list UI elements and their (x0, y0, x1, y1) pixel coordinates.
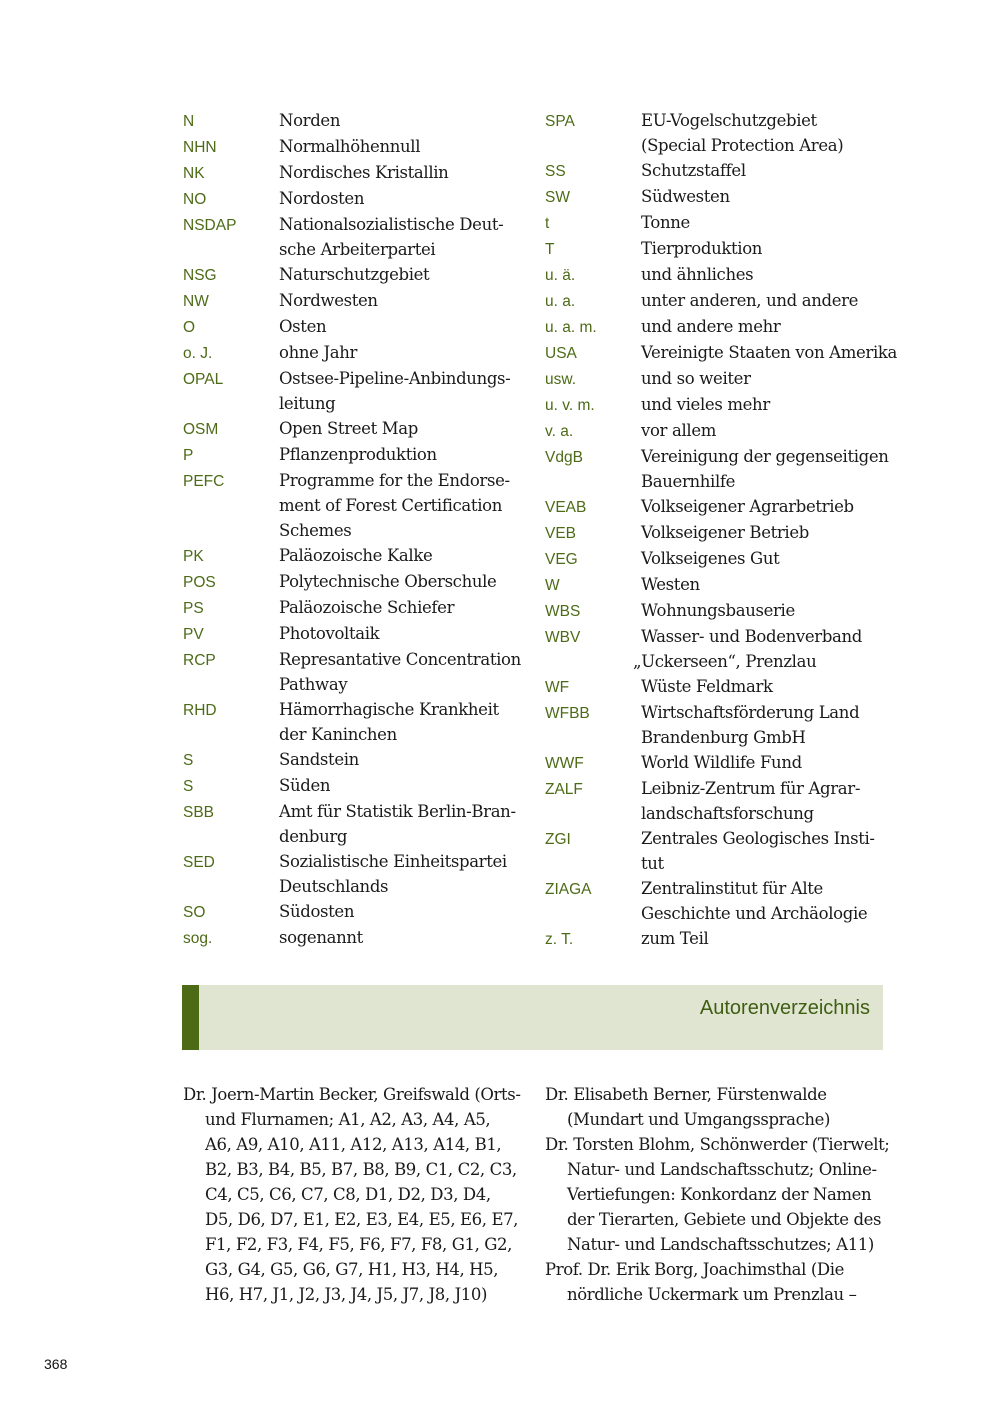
definition-line: Nordwesten (279, 291, 378, 310)
definition-line: Naturschutzgebiet (279, 265, 430, 284)
abbreviation-term: ZIAGA (545, 881, 592, 898)
definition-line: Amt für Statistik Berlin-Bran- (279, 802, 516, 821)
definition-line: der Kaninchen (279, 725, 397, 744)
definition-line: Sozialistische Einheitspartei (279, 852, 507, 871)
abbreviation-entry (545, 184, 890, 210)
abbreviation-entry (545, 108, 890, 158)
abbreviation-term: OSM (183, 421, 219, 438)
definition-line: Volkseigenes Gut (641, 549, 780, 568)
definition-line: Vereinigte Staaten von Amerika (641, 343, 898, 362)
abbreviation-term: u. a. m. (545, 319, 597, 336)
abbreviation-term: VdgB (545, 449, 583, 466)
abbreviation-entry (545, 366, 890, 392)
abbreviation-list-left (183, 108, 538, 951)
abbreviation-term: SO (183, 904, 206, 921)
author-line: D5, D6, D7, E1, E2, E3, E4, E5, E6, E7, (205, 1210, 519, 1229)
section-title: Autorenverzeichnis (699, 997, 870, 1019)
abbreviation-definition (279, 647, 521, 697)
author-list-left (183, 1082, 538, 1307)
abbreviation-entry (545, 826, 890, 876)
abbreviation-entry (183, 747, 538, 773)
abbreviation-definition (641, 158, 746, 184)
definition-line: Norden (279, 111, 341, 130)
abbreviation-term: u. a. (545, 293, 576, 310)
abbreviation-list-right (545, 108, 898, 952)
definition-line: Tonne (641, 213, 690, 232)
author-line: G3, G4, G5, G6, G7, H1, H3, H4, H5, (205, 1260, 499, 1279)
definition-line: Schutzstaffel (641, 161, 746, 180)
abbreviation-entry (183, 340, 538, 366)
abbreviation-definition (641, 340, 897, 366)
abbreviation-term: S (183, 778, 194, 795)
abbreviation-definition (279, 543, 432, 569)
abbreviation-term: NK (183, 165, 205, 182)
abbreviation-entry (545, 314, 890, 340)
abbreviation-entry (183, 543, 538, 569)
definition-line: Programme for the Endorse- (279, 471, 510, 490)
author-line: und Flurnamen; A1, A2, A3, A4, A5, (205, 1110, 491, 1129)
definition-line: Nationalsozialistische Deut- (279, 215, 504, 234)
definition-line: sche Arbeiterpartei (279, 240, 436, 259)
definition-line: Volkseigener Agrarbetrieb (641, 497, 854, 516)
abbreviation-term: WF (545, 679, 570, 696)
abbreviation-definition (279, 108, 340, 134)
definition-line: leitung (279, 394, 336, 413)
definition-line: sogenannt (279, 928, 363, 947)
abbreviation-definition (641, 546, 779, 572)
abbreviation-definition (279, 288, 378, 314)
author-line: Dr. Elisabeth Berner, Fürstenwalde (545, 1085, 827, 1104)
abbreviation-definition (641, 520, 809, 546)
definition-line: Hämorrhagische Krankheit (279, 700, 499, 719)
definition-line: ohne Jahr (279, 343, 358, 362)
abbreviation-entry (183, 186, 538, 212)
author-line: F1, F2, F3, F4, F5, F6, F7, F8, G1, G2, (205, 1235, 512, 1254)
abbreviation-entry (183, 442, 538, 468)
abbreviation-definition (279, 186, 364, 212)
author-line: Prof. Dr. Erik Borg, Joachimsthal (Die (545, 1260, 844, 1279)
abbreviation-term: ZALF (545, 781, 583, 798)
definition-line: Nordisches Kristallin (279, 163, 449, 182)
abbreviation-definition (279, 925, 363, 951)
abbreviation-term: O (183, 319, 196, 336)
abbreviation-term: PEFC (183, 473, 225, 490)
abbreviation-term: POS (183, 574, 216, 591)
definition-line: Ostsee-Pipeline-Anbindungs- (279, 369, 511, 388)
abbreviation-entry (545, 776, 890, 826)
abbreviation-term: t (545, 215, 550, 232)
abbreviation-term: PK (183, 548, 204, 565)
author-entry (545, 1132, 895, 1257)
abbreviation-term: NO (183, 191, 207, 208)
abbreviation-term: SPA (545, 113, 575, 130)
definition-line: Zentrales Geologisches Insti- (641, 829, 875, 848)
abbreviation-term: PS (183, 600, 204, 617)
definition-line: Pathway (279, 675, 348, 694)
abbreviation-term: VEG (545, 551, 578, 568)
abbreviation-definition (279, 899, 354, 925)
abbreviation-entry (183, 647, 538, 697)
definition-line: EU-Vogelschutzgebiet (641, 111, 817, 130)
abbreviation-term: WBS (545, 603, 581, 620)
definition-line: Schemes (279, 521, 352, 540)
abbreviation-entry (545, 210, 890, 236)
abbreviation-definition (279, 366, 510, 416)
abbreviation-entry (183, 366, 538, 416)
definition-line: Nordosten (279, 189, 365, 208)
abbreviation-term: u. ä. (545, 267, 576, 284)
abbreviation-definition (279, 747, 359, 773)
abbreviation-entry (545, 624, 890, 674)
abbreviation-definition (641, 236, 762, 262)
author-line: Natur- und Landschaftsschutz; Online- (567, 1160, 877, 1179)
abbreviation-definition (279, 262, 429, 288)
definition-line: Pflanzenproduktion (279, 445, 437, 464)
definition-line: landschaftsforschung (641, 804, 814, 823)
definition-line: Südwesten (641, 187, 730, 206)
definition-line: zum Teil (641, 929, 709, 948)
abbreviation-entry (183, 621, 538, 647)
definition-line: Volkseigener Betrieb (641, 523, 809, 542)
definition-line: Osten (279, 317, 327, 336)
abbreviation-term: WFBB (545, 705, 590, 722)
definition-line: Photovoltaik (279, 624, 380, 643)
abbreviation-definition (279, 595, 454, 621)
abbreviation-definition (641, 876, 867, 926)
definition-line: vor allem (641, 421, 717, 440)
abbreviation-term: SS (545, 163, 566, 180)
definition-line: Süden (279, 776, 331, 795)
abbreviation-entry (183, 799, 538, 849)
abbreviation-definition (641, 262, 753, 288)
definition-line: und ähnliches (641, 265, 754, 284)
definition-line: Represantative Concentration (279, 650, 521, 669)
abbreviation-definition (641, 826, 875, 876)
abbreviation-definition (279, 212, 503, 262)
definition-line: Tierproduktion (641, 239, 763, 258)
abbreviation-entry (183, 697, 538, 747)
abbreviation-definition (641, 366, 751, 392)
abbreviation-definition (279, 468, 510, 543)
abbreviation-entry (545, 340, 898, 366)
definition-line: Vereinigung der gegenseitigen (641, 447, 889, 466)
abbreviation-definition (641, 314, 780, 340)
abbreviation-term: NSG (183, 267, 217, 284)
definition-line: Westen (641, 575, 700, 594)
abbreviation-definition (279, 416, 418, 442)
abbreviation-entry (545, 262, 890, 288)
definition-line: Wüste Feldmark (641, 677, 773, 696)
author-line: nördliche Uckermark um Prenzlau – (567, 1285, 857, 1304)
definition-line: (Special Protection Area) (641, 136, 844, 155)
abbreviation-definition (633, 624, 863, 674)
abbreviation-entry (545, 674, 890, 700)
abbreviation-term: PV (183, 626, 204, 643)
abbreviation-entry (545, 236, 890, 262)
definition-line: Geschichte und Archäologie (641, 904, 868, 923)
abbreviation-entry (545, 158, 890, 184)
abbreviation-entry (545, 444, 890, 494)
abbreviation-term: RHD (183, 702, 217, 719)
abbreviation-term: NW (183, 293, 209, 310)
definition-line: Brandenburg GmbH (641, 728, 806, 747)
abbreviation-entry (545, 700, 890, 750)
author-line: der Tierarten, Gebiete und Objekte des (567, 1210, 882, 1229)
abbreviation-entry (183, 416, 538, 442)
definition-line: Wirtschaftsförderung Land (641, 703, 860, 722)
abbreviation-entry (545, 418, 890, 444)
abbreviation-term: VEB (545, 525, 577, 542)
abbreviation-entry (183, 134, 538, 160)
author-line: Vertiefungen: Konkordanz der Namen (567, 1185, 872, 1204)
abbreviation-entry (545, 494, 890, 520)
abbreviation-entry (183, 108, 538, 134)
definition-line: tut (641, 854, 664, 873)
section-accent-bar (182, 985, 199, 1050)
abbreviation-entry (545, 572, 890, 598)
abbreviation-term: OPAL (183, 371, 224, 388)
definition-line: unter anderen, und andere (641, 291, 859, 310)
author-line: Natur- und Landschaftsschutzes; A11) (567, 1235, 874, 1254)
author-line: C4, C5, C6, C7, C8, D1, D2, D3, D4, (205, 1185, 491, 1204)
definition-line: denburg (279, 827, 348, 846)
definition-line: ment of Forest Certification (279, 496, 502, 515)
author-entry (545, 1257, 895, 1307)
abbreviation-definition (279, 134, 420, 160)
definition-line: Sandstein (279, 750, 359, 769)
abbreviation-definition (279, 799, 516, 849)
abbreviation-term: z. T. (545, 931, 574, 948)
abbreviation-term: v. a. (545, 423, 574, 440)
abbreviation-definition (279, 569, 496, 595)
abbreviation-term: NSDAP (183, 217, 237, 234)
abbreviation-definition (279, 621, 379, 647)
abbreviation-definition (279, 849, 507, 899)
definition-line: Südosten (279, 902, 355, 921)
abbreviation-term: usw. (545, 371, 577, 388)
abbreviation-definition (641, 750, 802, 776)
abbreviation-definition (279, 160, 448, 186)
abbreviation-entry (183, 314, 538, 340)
abbreviation-term: VEAB (545, 499, 587, 516)
abbreviation-entry (545, 546, 890, 572)
abbreviation-term: USA (545, 345, 577, 362)
author-line: H6, H7, J1, J2, J3, J4, J5, J7, J8, J10) (205, 1285, 488, 1304)
abbreviation-entry (545, 876, 890, 926)
abbreviation-entry (183, 160, 538, 186)
abbreviation-term: NHN (183, 139, 217, 156)
abbreviation-entry (545, 750, 890, 776)
definition-line: Polytechnische Oberschule (279, 572, 497, 591)
abbreviation-entry (183, 849, 538, 899)
page-number: 368 (44, 1356, 68, 1372)
abbreviation-definition (279, 314, 326, 340)
abbreviation-term: u. v. m. (545, 397, 595, 414)
author-line: Dr. Torsten Blohm, Schönwerder (Tierwelt; (545, 1135, 890, 1154)
abbreviation-term: WBV (545, 629, 581, 646)
abbreviation-term: W (545, 577, 560, 594)
abbreviation-definition (641, 926, 708, 952)
definition-line: Leibniz-Zentrum für Agrar- (641, 779, 861, 798)
abbreviation-definition (641, 572, 700, 598)
abbreviation-definition (641, 444, 889, 494)
abbreviation-definition (641, 494, 854, 520)
definition-line: Normalhöhennull (279, 137, 421, 156)
abbreviation-entry (545, 392, 890, 418)
abbreviation-term: RCP (183, 652, 216, 669)
abbreviation-term: P (183, 447, 194, 464)
abbreviation-definition (641, 674, 773, 700)
abbreviation-term: SED (183, 854, 215, 871)
abbreviation-entry (545, 598, 890, 624)
definition-line: Paläozoische Schiefer (279, 598, 455, 617)
abbreviation-entry (545, 520, 890, 546)
author-entry (545, 1082, 895, 1132)
abbreviation-definition (279, 697, 499, 747)
abbreviation-entry (183, 773, 538, 799)
abbreviation-entry (545, 288, 890, 314)
abbreviation-entry (183, 288, 538, 314)
abbreviation-term: SBB (183, 804, 215, 821)
definition-line: Wasser- und Bodenverband (641, 627, 863, 646)
definition-line: und so weiter (641, 369, 751, 388)
abbreviation-term: WWF (545, 755, 584, 772)
abbreviation-term: N (183, 113, 195, 130)
abbreviation-definition (279, 442, 437, 468)
abbreviation-term: S (183, 752, 194, 769)
abbreviation-term: ZGI (545, 831, 571, 848)
abbreviation-definition (641, 700, 859, 750)
definition-line: Open Street Map (279, 419, 418, 438)
abbreviation-entry (183, 468, 538, 543)
definition-line: „Uckerseen“, Prenzlau (633, 652, 817, 671)
definition-line: Zentralinstitut für Alte (641, 879, 823, 898)
definition-line: Bauernhilfe (641, 472, 736, 491)
abbreviation-entry (183, 262, 538, 288)
author-line: A6, A9, A10, A11, A12, A13, A14, B1, (205, 1135, 502, 1154)
definition-line: World Wildlife Fund (641, 753, 802, 772)
section-header (182, 985, 883, 1050)
abbreviation-definition (641, 392, 770, 418)
definition-line: Wohnungsbauserie (641, 601, 795, 620)
abbreviation-definition (641, 108, 843, 158)
abbreviation-definition (641, 210, 690, 236)
abbreviation-definition (279, 340, 357, 366)
author-line: (Mundart und Umgangssprache) (567, 1110, 831, 1129)
definition-line: Paläozoische Kalke (279, 546, 433, 565)
abbreviation-entry (183, 212, 538, 262)
author-line: B2, B3, B4, B5, B7, B8, B9, C1, C2, C3, (205, 1160, 517, 1179)
definition-line: und vieles mehr (641, 395, 770, 414)
abbreviation-entry (183, 569, 538, 595)
abbreviation-term: T (545, 241, 555, 258)
definition-line: und andere mehr (641, 317, 781, 336)
abbreviation-entry (183, 899, 538, 925)
definition-line: Deutschlands (279, 877, 389, 896)
abbreviation-definition (279, 773, 330, 799)
abbreviation-term: SW (545, 189, 570, 206)
abbreviation-definition (641, 776, 860, 826)
abbreviation-entry (545, 926, 890, 952)
abbreviation-definition (641, 288, 858, 314)
abbreviation-term: sog. (183, 930, 213, 947)
abbreviation-term: o. J. (183, 345, 213, 362)
abbreviation-entry (183, 595, 538, 621)
author-line: Dr. Joern-Martin Becker, Greifswald (Orts- (183, 1085, 521, 1104)
abbreviation-definition (641, 418, 716, 444)
author-entry (183, 1082, 538, 1307)
author-list-right (545, 1082, 895, 1307)
abbreviation-entry (183, 925, 538, 951)
abbreviation-definition (641, 184, 730, 210)
abbreviation-definition (641, 598, 795, 624)
